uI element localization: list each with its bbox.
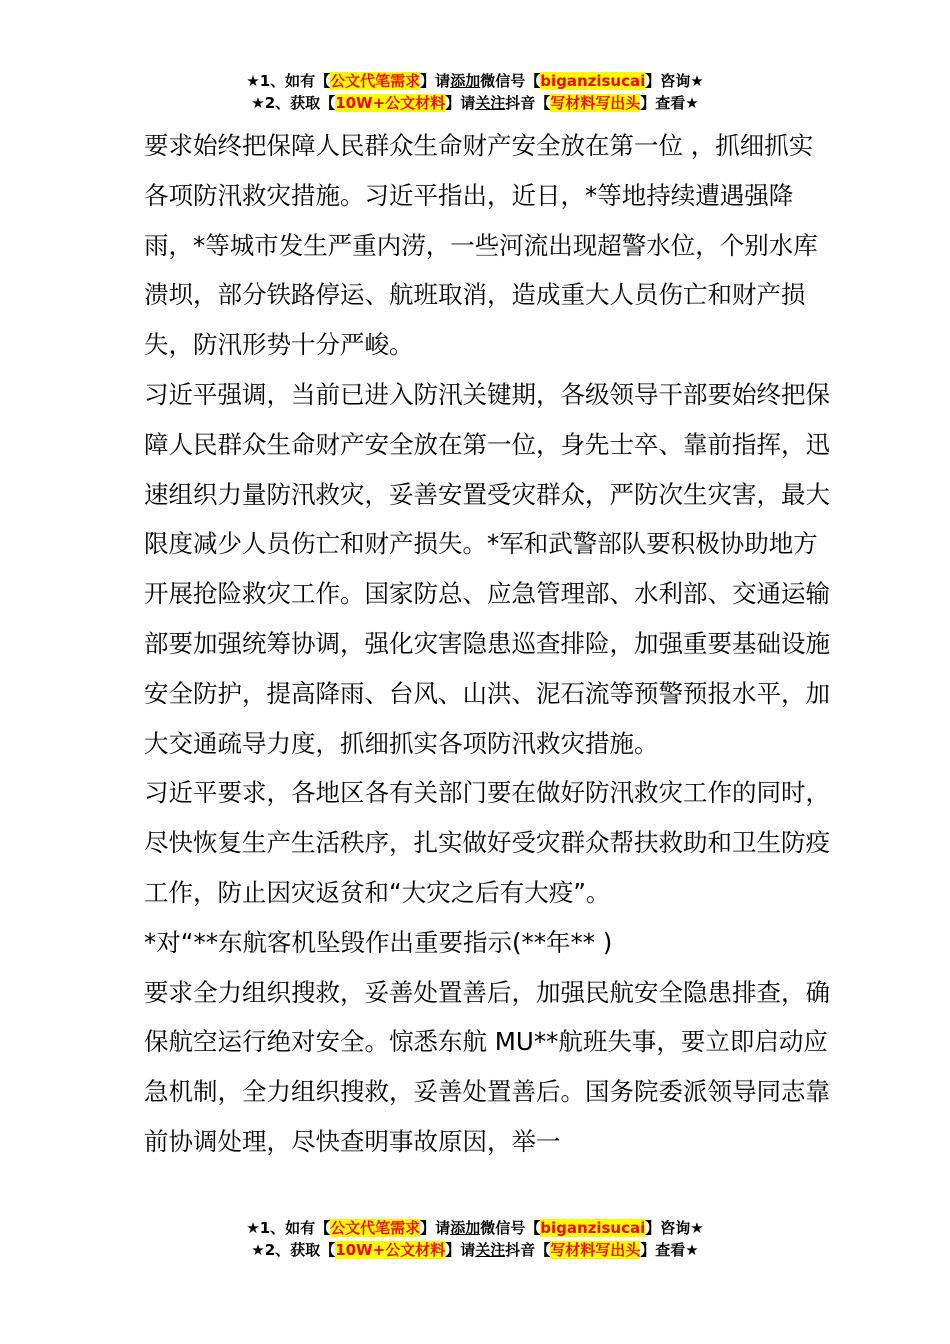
paragraph-3: 习近平要求，各地区各有关部门要在做好防汛救灾工作的同时，尽快恢复生产生活秩序，扎实做好受灾群众帮扶救助和卫生防疫工作，防止因灾返贫和“大灾之后有大疫”。	[144, 778, 830, 907]
banner-text: ★2、获取【	[251, 1241, 336, 1259]
banner-text: 抖音【	[505, 94, 551, 112]
banner-line-1	[0, 1217, 950, 1239]
banner-line-2	[0, 1239, 950, 1261]
document-body	[144, 121, 834, 1167]
banner-text: 】咨询★	[645, 1219, 704, 1237]
banner-text: 】查看★	[640, 94, 699, 112]
banner-text: 】请	[420, 1219, 451, 1237]
banner-text: 】查看★	[640, 1241, 699, 1259]
section-heading: *对“**东航客机坠毁作出重要指示(**年** )	[144, 927, 613, 957]
banner-underline: 关注	[475, 94, 506, 112]
banner-highlight: 10W+公文材料	[335, 94, 446, 112]
banner-underline: 添加	[450, 1219, 481, 1237]
banner-text: 】请	[420, 72, 451, 90]
paragraph-4: 要求全力组织搜救，妥善处置善后，加强民航安全隐患排查，确保航空运行绝对安全。惊悉东航 MU**航班失事，要立即启动应急机制，全力组织搜救，妥善处置善后。国务院委派领导同志靠前协调处理，尽快查明事故原因，举一	[144, 977, 830, 1156]
banner-douyin-id: 写材料写出头	[550, 1241, 641, 1259]
banner-line-1	[0, 70, 950, 92]
banner-wechat-id: biganzisucai	[540, 72, 646, 90]
banner-text: 】请	[445, 94, 476, 112]
paragraph-1: 要求始终把保障人民群众生命财产安全放在第一位 ，抓细抓实各项防汛救灾措施。习近平指出，近日，*等地持续遭遇强降雨，*等城市发生严重内涝，一些河流出现超警水位，个别水库溃坝，部分铁路停运、航班取消，造成重大人员伤亡和财产损失，防汛形势十分严峻。	[144, 131, 818, 360]
banner-highlight: 10W+公文材料	[335, 1241, 446, 1259]
banner-text: ★2、获取【	[251, 94, 336, 112]
banner-text: ★1、如有【	[246, 1219, 331, 1237]
banner-text: 抖音【	[505, 1241, 551, 1259]
banner-text: 】咨询★	[645, 72, 704, 90]
banner-douyin-id: 写材料写出头	[550, 94, 641, 112]
banner-text: 微信号【	[480, 1219, 541, 1237]
footer-banner	[0, 1217, 950, 1261]
banner-highlight: 公文代笔需求	[330, 1219, 421, 1237]
banner-highlight: 公文代笔需求	[330, 72, 421, 90]
banner-text: ★1、如有【	[246, 72, 331, 90]
banner-wechat-id: biganzisucai	[540, 1219, 646, 1237]
banner-underline: 添加	[450, 72, 481, 90]
banner-underline: 关注	[475, 1241, 506, 1259]
banner-line-2	[0, 92, 950, 114]
paragraph-2: 习近平强调，当前已进入防汛关键期，各级领导干部要始终把保障人民群众生命财产安全放在第一位，身先士卒、靠前指挥，迅速组织力量防汛救灾，妥善安置受灾群众，严防次生灾害，最大限度减少人员伤亡和财产损失。*军和武警部队要积极协助地方开展抢险救灾工作。国家防总、应急管理部、水利部、交通运输部要加强统筹协调，强化灾害隐患巡查排险，加强重要基础设施安全防护，提高降雨、台风、山洪、泥石流等预警预报水平，加大交通疏导力度，抓细抓实各项防汛救灾措施。	[144, 379, 830, 758]
header-banner	[0, 70, 950, 114]
banner-text: 微信号【	[480, 72, 541, 90]
banner-text: 】请	[445, 1241, 476, 1259]
